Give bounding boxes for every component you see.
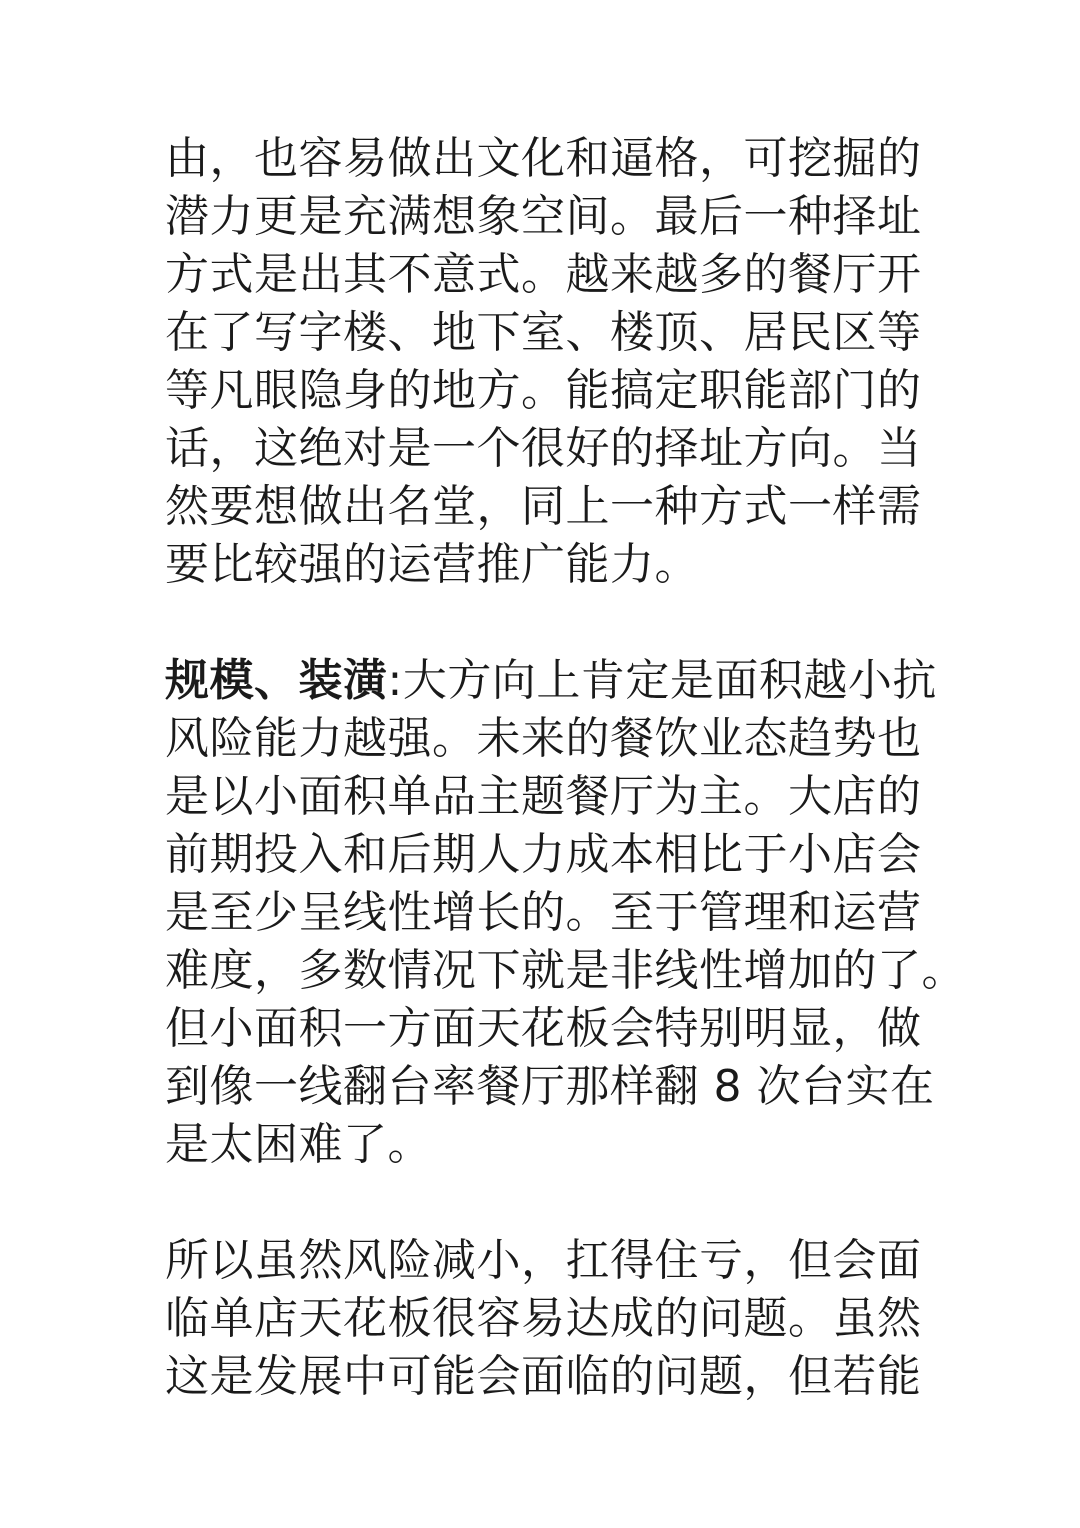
- text-line: 临单店天花板很容易达成的问题。虽然: [165, 1293, 922, 1344]
- text-line: 是以小面积单品主题餐厅为主。大店的: [165, 771, 922, 822]
- text-line: 风险能力越强。未来的餐饮业态趋势也: [165, 713, 922, 764]
- text-line: 难度，多数情况下就是非线性增加的了。: [165, 945, 966, 996]
- text-run: :大方向上肯定是面积越小抗: [387, 655, 937, 706]
- text-line: 但小面积一方面天花板会特别明显，做: [165, 1003, 922, 1054]
- text-line: 是至少呈线性增长的。至于管理和运营: [165, 887, 922, 938]
- text-line: 方式是出其不意式。越来越多的餐厅开: [165, 249, 922, 300]
- text-line: 潜力更是充满想象空间。最后一种择址: [165, 191, 922, 242]
- text-line: 所以虽然风险减小，扛得住亏，但会面: [165, 1235, 922, 1286]
- text-line: 要比较强的运营推广能力。: [165, 539, 699, 590]
- text-line: 这是发展中可能会面临的问题，但若能: [165, 1351, 922, 1402]
- paragraph-site-selection: [165, 130, 922, 594]
- text-line: 然要想做出名堂，同上一种方式一样需: [165, 481, 922, 532]
- paragraph-scale-decoration: [165, 652, 966, 1174]
- text-line: 等凡眼隐身的地方。能搞定职能部门的: [165, 365, 922, 416]
- text-line: 在了写字楼、地下室、楼顶、居民区等: [165, 307, 922, 358]
- paragraph-ceiling: [165, 1232, 922, 1406]
- text-line: 由，也容易做出文化和逼格，可挖掘的: [165, 133, 922, 184]
- section-heading: 规模、装潢: [165, 655, 388, 706]
- text-line: [165, 652, 937, 710]
- text-line: 到像一线翻台率餐厅那样翻 8 次台实在: [165, 1061, 935, 1112]
- document-page: [165, 130, 966, 1406]
- text-line: 前期投入和后期人力成本相比于小店会: [165, 829, 922, 880]
- text-line: 是太困难了。: [165, 1119, 432, 1170]
- text-line: 话，这绝对是一个很好的择址方向。当: [165, 423, 922, 474]
